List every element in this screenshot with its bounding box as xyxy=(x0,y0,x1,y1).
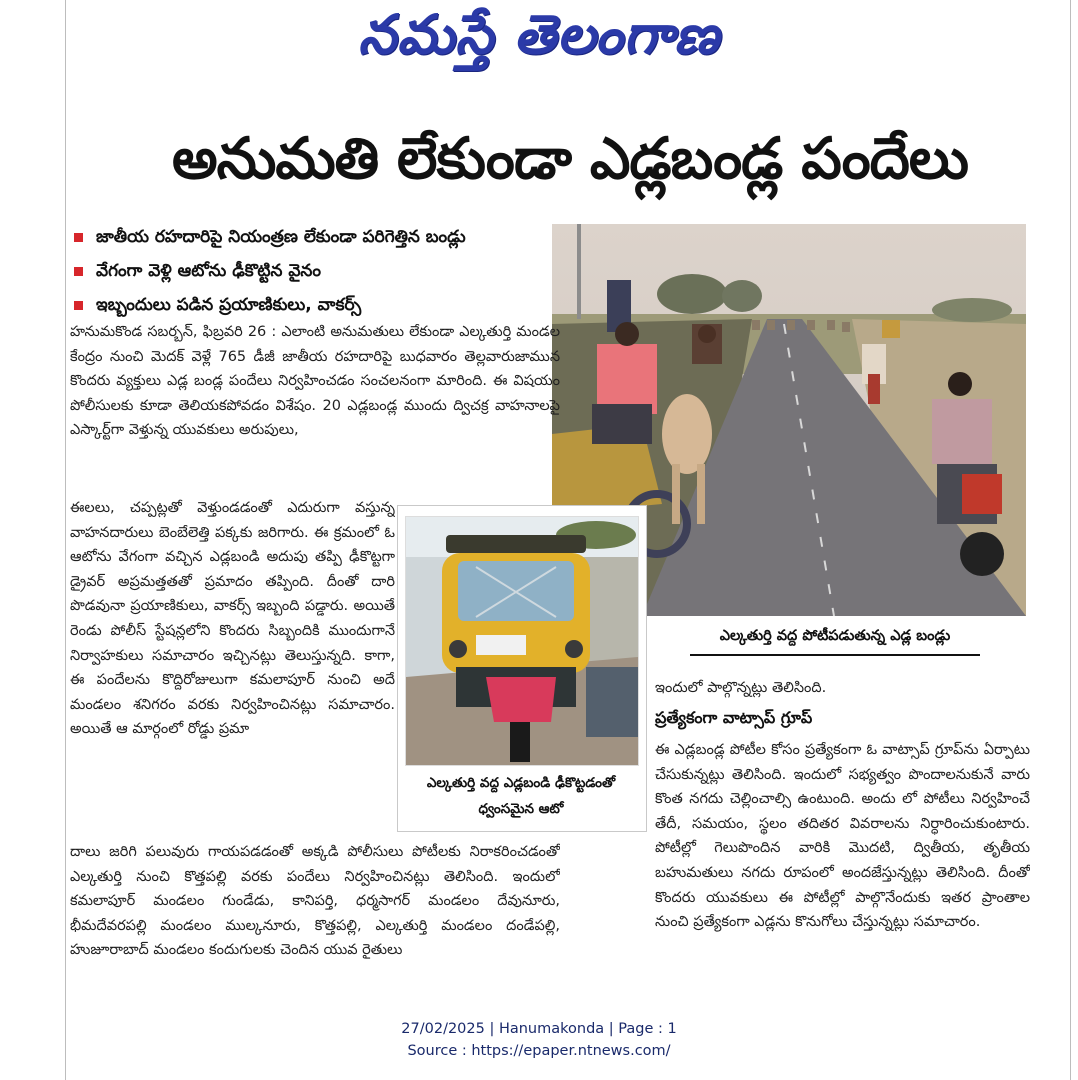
bullet-square-icon xyxy=(74,301,83,310)
article-body-left-mid: ఈలలు, చప్పట్లతో వెళ్తుండడంతో ఎదురుగా వస్తున్న వాహనదారులు బెంబేలెత్తి పక్కకు జరిగారు. ఈ క్రమంలో ఓ ఆటోను వేగంగా వచ్చిన ఎడ్లబండి అదుపు తప్పి ఢీకొట్టగా డ్రైవర్ అప్రమత్తతతో ప్రమాదం తప్పింది. దీంతో దారి పొడవునా ప్రయాణికులు, వాకర్స్ ఇబ్బంది పడ్డారు. అయితే రెండు పోలీస్ స్టేషన్లలోని కొందరు సిబ్బందికి ముందుగానే నిర్వాహకులు సమాచారం ఇచ్చినట్లు తెలుస్తున్నది. కాగా, ఈ పందేలను కొద్దిరోజులుగా కమలాపూర్ నుంచి అదే మండలం శనిగరం వరకు నిర్వహించినట్లు సమాచారం. అయితే ఆ మార్గంలో రోడ్డు ప్రమా xyxy=(70,500,395,738)
bullet-item: జాతీయ రహదారిపై నియంత్రణ లేకుండా పరిగెత్తిన బండ్లు xyxy=(70,220,545,254)
article-subheading: ప్రత్యేకంగా వాట్సాప్ గ్రూప్ xyxy=(655,708,813,727)
page-footer xyxy=(0,1018,1078,1062)
article-body-right: ఈ ఎడ్లబండ్ల పోటీల కోసం ప్రత్యేకంగా ఓ వాట్సాప్ గ్రూప్‌ను ఏర్పాటు చేసుకున్నట్లు తెలిసింది. ఇందులో సభ్యత్వం పొందాలనుకునే వారు కొంత నగదు చెల్లించాల్సి ఉంటుంది. అందు లో పోటీలు నిర్వహించే తేదీ, సమయం, స్థలం తదితర వివరాలను నిర్ధారించుకుంటారు. పోటీల్లో గెలుపొందిన వారికి మొదటి, ద్వితీయ, తృతీయ బహుమతులు నగదు రూపంలో అందజేస్తున్నట్లు తెలిసింది. దీంతో కొందరు యువకులు ఈ పోటీల్లో పాల్గొనేందుకు ఇతర ప్రాంతాల నుంచి ప్రత్యేకంగా ఎడ్లను కొనుగోలు చేస్తున్నట్లు సమాచారం. xyxy=(655,742,1030,931)
highlight-bullets xyxy=(70,220,545,322)
footer-source-link[interactable]: Source : https://epaper.ntnews.com/ xyxy=(407,1043,671,1059)
left-border xyxy=(65,0,66,1080)
bullet-square-icon xyxy=(74,267,83,276)
article-headline: అనుమతి లేకుండా ఎడ్లబండ్ల పందేలు xyxy=(171,126,968,192)
auto-photo-caption: ఎల్కతుర్తి వద్ద ఎడ్లబండి ఢీకొట్టడంతో ధ్వంసమైన ఆటో xyxy=(426,775,616,817)
footer-date-line: 27/02/2025 | Hanumakonda | Page : 1 xyxy=(401,1021,677,1037)
bullet-square-icon xyxy=(74,233,83,242)
main-photo-caption: ఎల్కతుర్తి వద్ద పోటీపడుతున్న ఎడ్ల బండ్లు xyxy=(690,628,980,656)
right-border xyxy=(1070,0,1071,1080)
article-body-right-first-line: ఇందులో పాల్గొన్నట్లు తెలిసింది. xyxy=(655,680,827,696)
article-body-left-bottom: దాలు జరిగి పలువురు గాయపడడంతో అక్కడి పోలీసులు పోటీలకు నిరాకరించడంతో ఎల్కతుర్తి నుంచి కొత్తపల్లి వరకు పందేలు నిర్వహించినట్లు తెలిసింది. ఇందులో కమలాపూర్ మండలం గుండేడు, కానిపర్తి, ధర్మసాగర్ మండలం దేవునూరు, భీమదేవరపల్లి మండలం ముల్కనూరు, కొత్తపల్లి, ఎల్కతుర్తి మండలం దండేపల్లి, హుజూరాబాద్ మండలం కందుగులకు చెందిన యువ రైతులు xyxy=(70,844,560,959)
newspaper-masthead: నమస్తే తెలంగాణ xyxy=(358,2,720,66)
article-body-left-top: హనుమకొండ సబర్బన్, ఫిబ్రవరి 26 : ఎలాంటి అనుమతులు లేకుండా ఎల్కతుర్తి మండల కేంద్రం నుంచి మెదక్ వెళ్లే 765 డీజీ జాతీయ రహదారిపై బుధవారం తెల్లవారుజామున కొందరు వ్యక్తులు ఎడ్ల బండ్ల పందేలు నిర్వహించడం సంచలనంగా మారింది. ఈ విషయం పోలీసులకు కూడా తెలియకపోవడం విశేషం. 20 ఎడ్లబండ్ల ముందు ద్విచక్ర వాహనాలపై ఎస్కార్ట్‌గా వెళ్తున్న యువకులు అరుపులు, xyxy=(70,324,560,439)
bullet-item: ఇబ్బందులు పడిన ప్రయాణికులు, వాకర్స్ xyxy=(70,288,545,322)
bullet-item: వేగంగా వెళ్లి ఆటోను ఢీకొట్టిన వైనం xyxy=(70,254,545,288)
damaged-auto-photo xyxy=(405,516,639,766)
